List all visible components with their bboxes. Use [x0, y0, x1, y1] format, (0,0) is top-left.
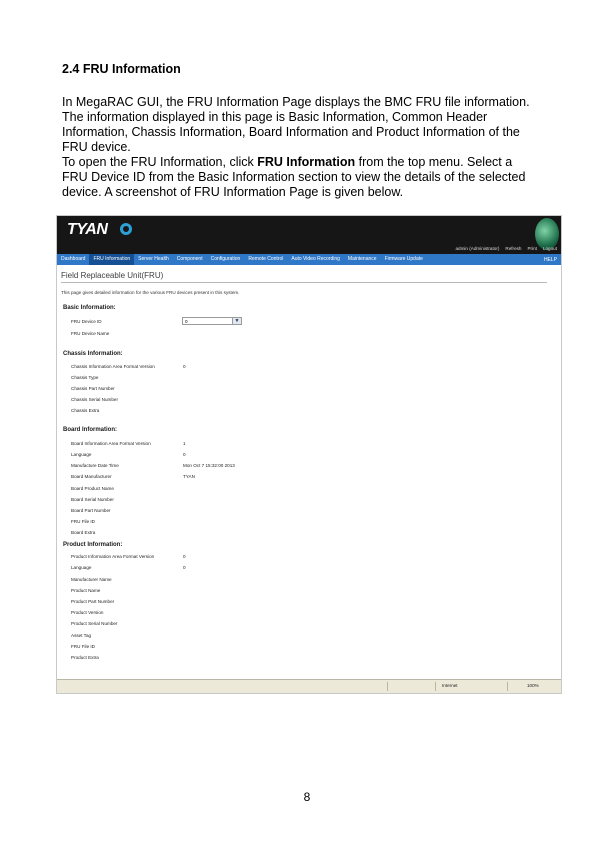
info-row-label: Board Manufacturer: [71, 474, 112, 479]
intro-line: In MegaRAC GUI, the FRU Information Page displays the BMC FRU file information.: [62, 95, 530, 109]
info-row-label: FRU File ID: [71, 644, 95, 649]
product-info-title: Product Information:: [63, 542, 123, 548]
page-title: Field Replaceable Unit(FRU): [61, 271, 164, 280]
board-info-title: Board Information:: [63, 427, 117, 433]
instruction-line: [62, 155, 562, 170]
tyan-logo: TYAN: [67, 221, 108, 238]
instruction-line: FRU Device ID from the Basic Information section to view the details of the selected: [62, 170, 526, 184]
info-row-label: Product Name: [71, 588, 101, 593]
fru-device-id-label: FRU Device ID: [71, 319, 102, 324]
info-row-label: Board Serial Number: [71, 497, 114, 502]
info-row-label: Chassis Part Number: [71, 386, 115, 391]
info-row-value: 0: [183, 565, 186, 570]
logo-ring-icon: [120, 223, 132, 235]
fru-device-name-label: FRU Device Name: [71, 331, 110, 336]
intro-line: Information, Chassis Information, Board Information and Product Information of the: [62, 125, 520, 139]
info-row-label: Chassis Type: [71, 375, 99, 380]
status-divider: [435, 682, 436, 691]
info-row-label: Asset Tag: [71, 633, 92, 638]
info-row-label: FRU File ID: [71, 519, 95, 524]
browser-status-bar: [57, 679, 561, 694]
info-row-value: 0: [183, 364, 186, 369]
info-row-label: Board Product Name: [71, 486, 114, 491]
nav-configuration[interactable]: Configuration: [210, 256, 241, 262]
header-utilities: [455, 246, 557, 251]
info-row-label: Manufacture Date Time: [71, 463, 119, 468]
info-row-label: Product Version: [71, 610, 104, 615]
info-row-label: Chassis Information Area Format Version: [71, 364, 155, 369]
info-row-label: Product Information Area Format Version: [71, 554, 155, 559]
intro-line: FRU device.: [62, 140, 131, 154]
nav-remote-control[interactable]: Remote Control: [248, 256, 284, 262]
info-row-value: TYAN: [183, 474, 195, 479]
header-bar: [57, 216, 561, 254]
nav-auto-video-recording[interactable]: Auto Video Recording: [291, 256, 340, 262]
info-row-label: Product Extra: [71, 655, 99, 660]
logout-link[interactable]: Logout: [542, 246, 557, 251]
help-link[interactable]: HELP: [543, 256, 557, 263]
info-row-label: Manufacturer Name: [71, 577, 112, 582]
title-divider: [61, 282, 547, 283]
nav-fru-information[interactable]: FRU Information: [89, 254, 134, 265]
top-menu: [57, 254, 561, 265]
info-row-value: Mon Oct 7 15:32:00 2013: [183, 463, 235, 468]
info-row-label: Language: [71, 565, 92, 570]
info-row-label: Chassis Serial Number: [71, 397, 118, 402]
nav-server-health[interactable]: Server Health: [138, 256, 169, 262]
refresh-link[interactable]: Refresh: [505, 246, 522, 251]
chevron-down-icon[interactable]: ▼: [232, 318, 241, 324]
info-row-label: Product Serial Number: [71, 621, 118, 626]
fru-screenshot: [56, 215, 562, 694]
chassis-info-title: Chassis Information:: [63, 351, 123, 357]
zoom-level[interactable]: 100%: [527, 683, 539, 688]
internet-zone: Internet: [442, 683, 458, 688]
info-row-value: 1: [183, 441, 186, 446]
status-divider: [387, 682, 388, 691]
nav-maintenance[interactable]: Maintenance: [347, 256, 377, 262]
fru-device-id-select[interactable]: [182, 317, 242, 325]
nav-component[interactable]: Component: [176, 256, 203, 262]
fru-device-id-value: 0: [185, 319, 188, 324]
info-row-label: Board Extra: [71, 530, 96, 535]
instruction-suffix: from the top menu. Select a: [355, 155, 513, 169]
user-label: admin (Administrator): [455, 246, 500, 251]
instruction-bold: FRU Information: [257, 155, 356, 169]
page-description: This page gives detailed information for the various FRU devices present in this system.: [61, 290, 240, 295]
basic-info-title: Basic Information:: [63, 305, 116, 311]
info-row-label: Product Part Number: [71, 599, 115, 604]
info-row-label: Board Part Number: [71, 508, 111, 513]
info-row-label: Board Information Area Format Version: [71, 441, 151, 446]
nav-firmware-update[interactable]: Firmware Update: [384, 256, 423, 262]
instruction-line: device. A screenshot of FRU Information Page is given below.: [62, 185, 404, 199]
print-link[interactable]: Print: [527, 246, 537, 251]
intro-paragraph: [62, 95, 562, 200]
intro-line: The information displayed in this page is Basic Information, Common Header: [62, 110, 488, 124]
info-row-label: Chassis Extra: [71, 408, 100, 413]
info-row-value: 0: [183, 452, 186, 457]
page-number: 8: [303, 790, 311, 804]
status-divider: [507, 682, 508, 691]
info-row-label: Language: [71, 452, 92, 457]
info-row-value: 0: [183, 554, 186, 559]
nav-dashboard[interactable]: Dashboard: [61, 256, 86, 262]
instruction-prefix: To open the FRU Information, click: [62, 155, 258, 169]
section-heading: 2.4 FRU Information: [62, 62, 181, 76]
